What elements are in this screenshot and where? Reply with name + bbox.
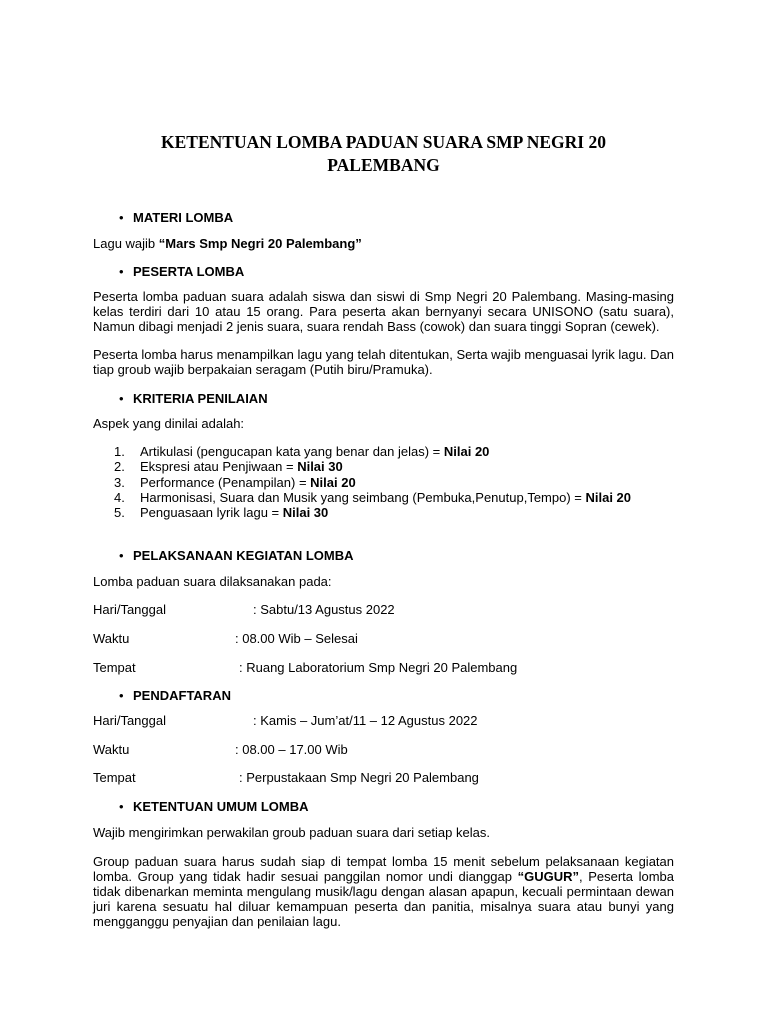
title-line-1: KETENTUAN LOMBA PADUAN SUARA SMP NEGRI 20 xyxy=(161,132,606,152)
bullet-icon: • xyxy=(119,688,124,703)
ketentuan-paragraph-1: Wajib mengirimkan perwakilan groub paduan suara dari setiap kelas. xyxy=(93,825,490,840)
ketentuan-paragraph-2: Group paduan suara harus sudah siap di tempat lomba 15 menit sebelum pelaksanaan kegiatan lomba. Group yang tidak hadir sesuai panggilan nomor undi dianggap “GUGUR”, Peserta lomba tidak dibenarkan meminta mengulang musik/lagu dengan alasan apapun, kecuali permintaan dewan juri karena sesuatu hal diluar kemampuan peserta dan panitia, misalnya suara atau bunyi yang mengganggu penyajian dan penilaian lagu. xyxy=(93,854,675,929)
materi-text: Lagu wajib “Mars Smp Negri 20 Palembang” xyxy=(93,236,362,251)
list-item: 2. Ekspresi atau Penjiwaan = Nilai 30 xyxy=(114,459,343,475)
peserta-paragraph-1: Peserta lomba paduan suara adalah siswa dan siswi di Smp Negri 20 Palembang. Masing-masing kelas terdiri dari 10 atau 15 orang. Para peserta akan bernyanyi secara UNISONO (satu suara), Namun dibagi menjadi 2 jenis suara, suara rendah Bass (cowok) dan suara tinggi Sopran (cewek). xyxy=(93,289,674,334)
section-heading-ketentuan: • KETENTUAN UMUM LOMBA xyxy=(119,799,309,814)
section-heading-peserta: • PESERTA LOMBA xyxy=(119,264,245,279)
pelaksanaan-hari-value: : Sabtu/13 Agustus 2022 xyxy=(253,602,395,617)
bullet-icon: • xyxy=(119,548,124,563)
pelaksanaan-waktu-value: : 08.00 Wib – Selesai xyxy=(235,631,358,646)
bullet-icon: • xyxy=(119,264,124,279)
list-item: 4. Harmonisasi, Suara dan Musik yang seimbang (Pembuka,Penutup,Tempo) = Nilai 20 xyxy=(114,489,632,505)
bullet-icon: • xyxy=(119,210,124,225)
pelaksanaan-tempat-label: Tempat xyxy=(93,660,136,675)
pendaftaran-tempat-label: Tempat xyxy=(93,770,136,785)
section-heading-pendaftaran: • PENDAFTARAN xyxy=(119,688,231,703)
pelaksanaan-intro: Lomba paduan suara dilaksanakan pada: xyxy=(93,574,332,589)
bullet-icon: • xyxy=(119,391,124,406)
pelaksanaan-waktu-label: Waktu xyxy=(93,631,130,646)
peserta-paragraph-2: Peserta lomba harus menampilkan lagu yang telah ditentukan, Serta wajib menguasai lyrik lagu. Dan tiap groub wajib berpakaian seragam (Putih biru/Pramuka). xyxy=(93,347,674,377)
kriteria-intro: Aspek yang dinilai adalah: xyxy=(93,416,245,431)
pendaftaran-hari-label: Hari/Tanggal xyxy=(93,713,166,728)
title-line-2: PALEMBANG xyxy=(327,155,440,175)
list-item: 5. Penguasaan lyrik lagu = Nilai 30 xyxy=(114,505,329,521)
section-heading-materi: • MATERI LOMBA xyxy=(119,210,234,225)
pendaftaran-hari-value: : Kamis – Jum’at/11 – 12 Agustus 2022 xyxy=(253,713,478,728)
pendaftaran-waktu-value: : 08.00 – 17.00 Wib xyxy=(235,742,348,757)
section-heading-pelaksanaan: • PELAKSANAAN KEGIATAN LOMBA xyxy=(119,548,354,563)
kriteria-list xyxy=(114,444,631,520)
document-title xyxy=(93,131,674,177)
pendaftaran-waktu-label: Waktu xyxy=(93,742,130,757)
list-item: 3. Performance (Penampilan) = Nilai 20 xyxy=(114,474,356,490)
pelaksanaan-tempat-value: : Ruang Laboratorium Smp Negri 20 Palembang xyxy=(239,660,518,675)
list-item: 1. Artikulasi (pengucapan kata yang benar dan jelas) = Nilai 20 xyxy=(114,444,490,459)
bullet-icon: • xyxy=(119,799,124,814)
pendaftaran-tempat-value: : Perpustakaan Smp Negri 20 Palembang xyxy=(239,770,479,785)
pelaksanaan-hari-label: Hari/Tanggal xyxy=(93,602,166,617)
section-heading-kriteria: • KRITERIA PENILAIAN xyxy=(119,391,268,406)
